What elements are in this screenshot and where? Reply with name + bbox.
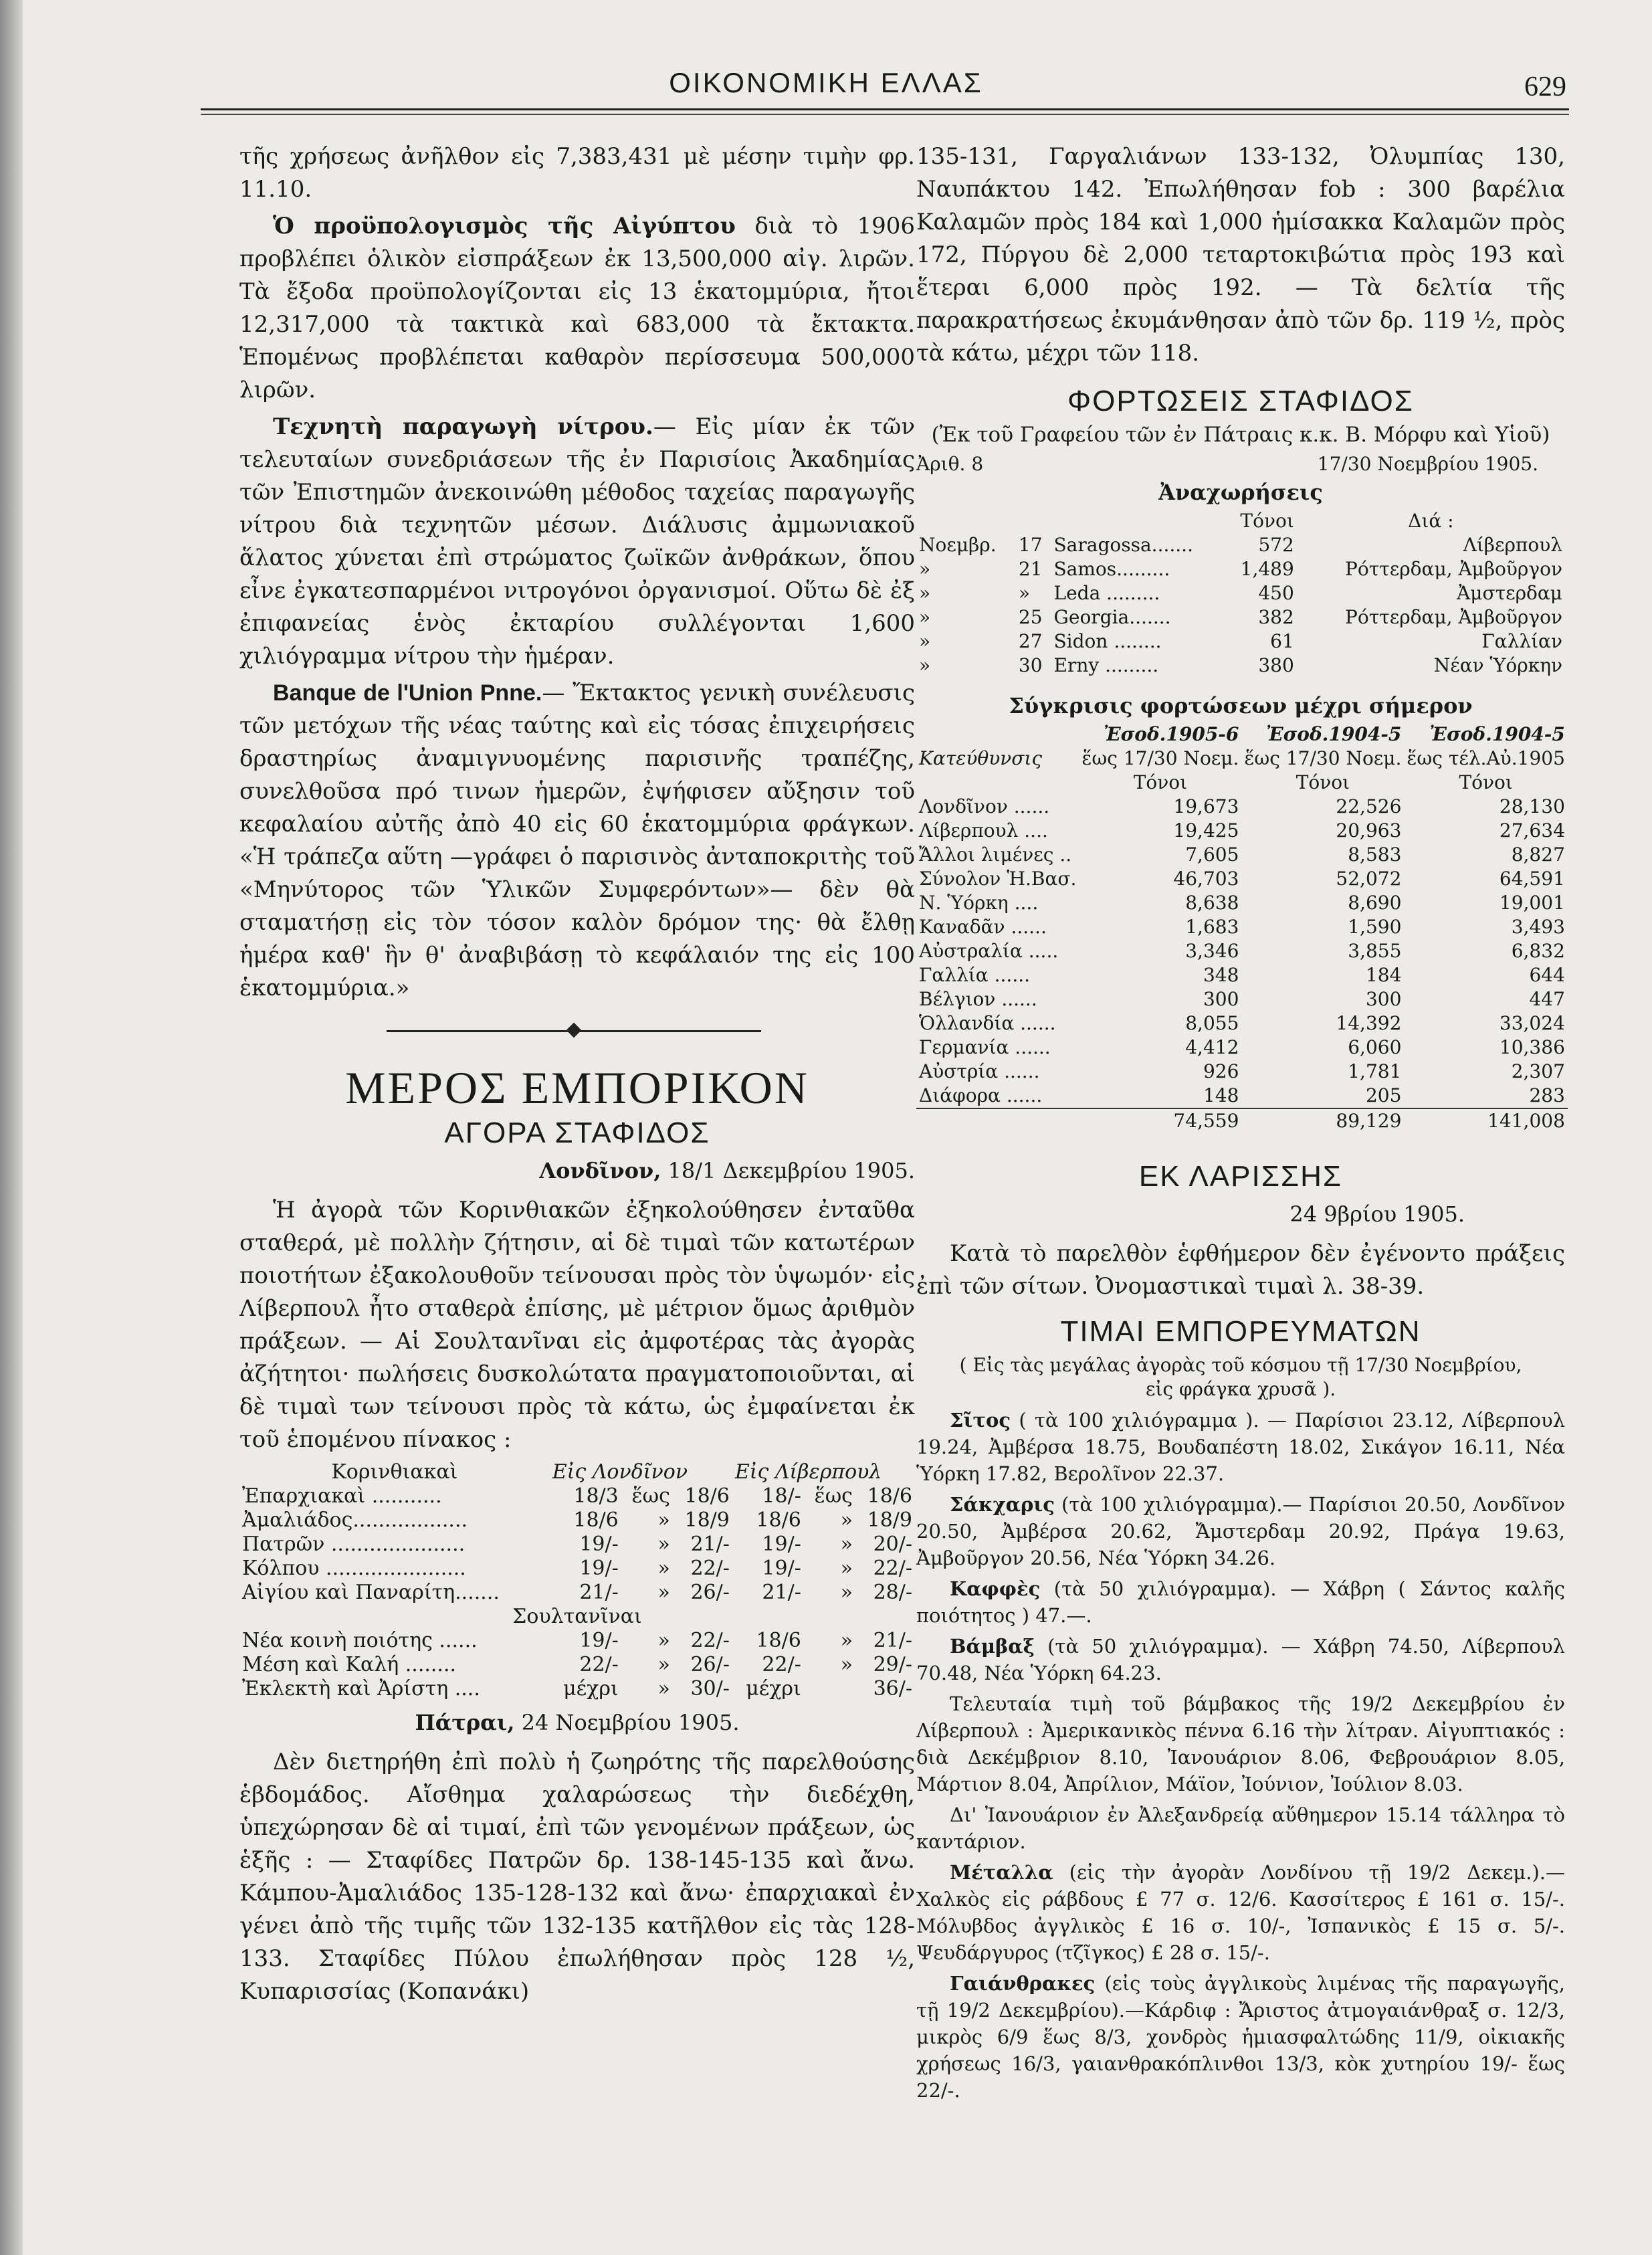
report-number: Ἀριθ. 8 (916, 453, 984, 475)
table-header: Τόνοι (1240, 510, 1294, 532)
table-cell: Λίβερπουλ .... (919, 819, 1048, 842)
table-cell: Samos......... (1053, 558, 1170, 580)
table-header: Εἰς Λονδῖνον (552, 1460, 688, 1484)
table-cell: Αὐστρία ...... (919, 1060, 1040, 1082)
table-cell: Καναδᾶν ...... (919, 916, 1047, 938)
commodity-prices: Δι' Ἰανουάριον ἐν Ἀλεξανδρείᾳ αὔθημερον 15.14 τάλληρα τὸ καντάριον. (916, 1803, 1565, 1853)
commodity-prices: (τὰ 100 χιλιόγραμμα).— Παρίσιοι 20.50, Λονδῖνον 20.50, Ἀμβέρσα 20.62, Ἄμστερδαμ 20.92, Πράγα 19.63, Ἀμβοῦργον 20.56, Νέα Ὑόρκη 34.26. (916, 1493, 1565, 1569)
departures-table (916, 509, 1565, 678)
paragraph: Κατὰ τὸ παρελθὸν ἑφθήμερον δὲν ἐγένοντο πράξεις ἐπὶ τῶν σίτων. Ὀνομαστικαὶ τιμαὶ λ. 38-39. (916, 1240, 1565, 1300)
table-cell: Μέση καὶ Καλή ........ (242, 1653, 457, 1676)
report-date: 17/30 Νοεμβρίου 1905. (1317, 453, 1538, 475)
table-cell: » (657, 1508, 670, 1532)
table-cell: 25 (1018, 606, 1043, 628)
dateline-date: 24 Νοεμβρίου 1905. (514, 1710, 740, 1735)
table-cell: 19/- (762, 1557, 801, 1580)
table-cell: 19/- (579, 1557, 619, 1580)
table-cell: 20/- (873, 1533, 912, 1556)
table-cell: 64,591 (1499, 868, 1565, 890)
table-cell: » (840, 1508, 853, 1532)
table-cell: 10,386 (1499, 1036, 1565, 1058)
commodity-prices: (τὰ 50 χιλιόγραμμα). — Χάβρη ( Σάντος καλῆς ποιότητος ) 47.—. (916, 1577, 1565, 1627)
table-cell: 26/- (690, 1653, 730, 1676)
table-cell: 19/- (579, 1533, 619, 1556)
table-cell: ἕως (814, 1484, 853, 1508)
table-cell: » (919, 606, 931, 628)
commodity-item (916, 1633, 1565, 1686)
table-row (916, 629, 1565, 654)
table-cell: 1,683 (1185, 916, 1239, 938)
prices-title: ΤΙΜΑΙ ΕΜΠΟΡΕΥΜΑΤΩΝ (1060, 1315, 1421, 1348)
table-cell: 148 (1203, 1084, 1239, 1106)
table-cell: 300 (1365, 988, 1402, 1010)
table-cell: » (840, 1653, 853, 1676)
table-row (916, 1036, 1568, 1060)
table-row (916, 654, 1565, 678)
table-cell: Γαλλίαν (1481, 630, 1562, 652)
commodity-prices: (εἰς τοὺς ἀγγλικοὺς λιμένας τῆς παραγωγῆς, τῇ 19/2 Δεκεμβρίου).—Κάρδιφ : Ἄριστος ἀτμογαιάνθραξ σ. 12/3, μικρὸς 6/9 ἕως 8/3, χονδρὸς ἡμιασφαλτώδης 11/9, οἰκιακῆς χρήσεως 16/3, γαιανθρακόπλινθοι 13/3, κὸκ χυτηρίου 19/- ἕως 22/-. (916, 1972, 1565, 2102)
paragraph: Δὲν διετηρήθη ἐπὶ πολὺ ἡ ζωηρότης τῆς παρελθούσης ἑβδομάδος. Αἴσθημα χαλαρώσεως τὴν διεδέχθη, ὑπεχώρησαν δὲ αἱ τιμαί, ἐπὶ τῶν γενομένων πράξεων, ὡς ἑξῆς : — Σταφίδες Πατρῶν δρ. 138-145-135 καὶ ἄνω. Κάμπου-Ἀμαλιάδος 135-128-132 καὶ ἄνω· ἐπαρχιακαὶ ἐν γένει ἀπὸ τῆς τιμῆς τῶν 132-135 κατῆλθον εἰς τὰς 128-133. Σταφίδες Πύλου ἐπωλήθησαν πρὸς 128 ½, Κυπαρισσίας (Κοπανάκι) (239, 1749, 915, 2005)
commodity-item (916, 1801, 1565, 1855)
table-cell: 18/6 (867, 1484, 912, 1508)
table-cell: Γερμανία ...... (919, 1036, 1051, 1058)
table-cell: 6,060 (1348, 1036, 1402, 1058)
table-cell: » (657, 1677, 670, 1700)
table-cell: 6,832 (1511, 940, 1565, 962)
table-cell: » (840, 1557, 853, 1580)
paragraph: τῆς χρήσεως ἀνῆλθον εἰς 7,383,431 μὲ μέσην τιμὴν φρ. 11.10. (239, 143, 915, 203)
shipments-title: ΦΟΡΤΩΣΕΙΣ ΣΤΑΦΙΔΟΣ (1067, 385, 1414, 417)
commodity-item (916, 1690, 1565, 1797)
table-cell: 14,392 (1336, 1012, 1402, 1034)
market-title: ΑΓΟΡΑ ΣΤΑΦΙΔΟΣ (444, 1116, 710, 1149)
table-cell: 19,001 (1499, 892, 1565, 914)
table-cell: 572 (1258, 534, 1294, 556)
table-cell: 27,634 (1499, 819, 1565, 842)
dateline-place: Λονδῖνον, (539, 1158, 661, 1183)
table-cell: 30 (1018, 654, 1043, 676)
table-cell: 36/- (873, 1677, 912, 1700)
prices-note: ( Εἰς τὰς μεγάλας ἀγορὰς τοῦ κόσμου τῇ 17/30 Νοεμβρίου, εἰς φράγκα χρυσᾶ ). (959, 1354, 1522, 1400)
total-value: 74,559 (1079, 1108, 1241, 1133)
table-cell: 17 (1018, 534, 1043, 556)
table-cell: 348 (1203, 964, 1239, 986)
table-cell: Κόλπου ...................... (242, 1557, 466, 1580)
table-cell: Sidon ........ (1053, 630, 1162, 652)
table-cell: 18/- (762, 1484, 801, 1508)
departures-heading: Ἀναχωρήσεις (1158, 480, 1323, 505)
table-cell: 18/3 (573, 1484, 619, 1508)
table-cell: μέχρι (563, 1677, 619, 1700)
table-row (239, 1508, 915, 1533)
table-row (916, 891, 1568, 915)
table-cell: » (840, 1533, 853, 1556)
commodity-list (916, 1407, 1565, 2104)
larissa-title: ΕΚ ΛΑΡΙΣΣΗΣ (1138, 1160, 1343, 1193)
table-row (916, 557, 1565, 581)
table-cell: Σύνολον Ἡ.Βασ. (919, 868, 1077, 890)
table-cell: 18/6 (756, 1508, 801, 1532)
table-cell: 61 (1270, 630, 1294, 652)
table-cell: 33,024 (1499, 1012, 1565, 1034)
commodity-prices: Τελευταία τιμὴ τοῦ βάμβακος τῆς 19/2 Δεκεμβρίου ἐν Λίβερπουλ : Ἀμερικανικὸς πέννα 6.16 τὴν λίτραν. Αἰγυπτιακός : διὰ Δεκέμβριον 8.10, Ἰανουάριον 8.06, Φεβρουάριον 8.05, Μάρτιον 8.04, Ἀπρίλιον, Μάϊον, Ἰούνιον, Ἰούλιον 8.03. (916, 1692, 1565, 1795)
paragraph-text: διὰ τὸ 1906 προβλέπει ὁλικὸν εἰσπράξεων ἐκ 13,500,000 αἰγ. λιρῶν. Τὰ ἔξοδα προϋπολογίζονται εἰς 13 ἑκατομμύρια, ἤτοι 12,317,000 τὰ τακτικὰ καὶ 683,000 τὰ ἔκτακτα. Ἑπομένως προβλέπεται καθαρὸν περίσσευμα 500,000 λιρῶν. (239, 213, 915, 403)
table-cell: 18/9 (867, 1508, 912, 1532)
paragraph (239, 411, 915, 673)
table-cell: 447 (1529, 988, 1565, 1010)
total-value: 89,129 (1241, 1108, 1404, 1133)
table-cell: » (840, 1581, 853, 1604)
table-cell: 300 (1203, 988, 1239, 1010)
paragraph: 135-131, Γαργαλιάνων 133-132, Ὀλυμπίας 130, Ναυπάκτου 142. Ἐπωλήθησαν fob : 300 βαρέλια Καλαμῶν πρὸς 184 καὶ 1,000 ἡμίσακκα Καλαμῶν πρὸς 172, Πύργου δὲ 2,000 τεταρτοκιβώτια πρὸς 193 καὶ ἕτεραι 6,000 πρὸς 192. — Τὰ δελτία τῆς παρακρατήσεως ἐκυμάνθησαν ἀπὸ τῶν δρ. 119 ½, πρὸς τὰ κάτω, μέχρι τῶν 118. (916, 143, 1565, 367)
table-row (916, 939, 1568, 963)
table-cell: 26/- (690, 1581, 730, 1604)
table-row (239, 1484, 915, 1508)
table-cell: Saragossa....... (1053, 534, 1193, 556)
table-cell: » (657, 1629, 670, 1652)
table-cell: » (919, 558, 931, 580)
lead-in: Τεχνητὴ παραγωγὴ νίτρου. (273, 413, 653, 440)
table-cell: Ἐπαρχιακαὶ ........... (242, 1484, 442, 1508)
commodity-item (916, 1970, 1565, 2104)
table-row (916, 581, 1565, 605)
table-cell: Διάφορα ...... (919, 1084, 1043, 1106)
table-subheader: ἕως τέλ.Αὐ.1905 (1407, 747, 1565, 769)
table-cell: 18/9 (684, 1508, 730, 1532)
table-cell: Ρόττερδαμ, Ἀμβοῦργον (1345, 558, 1562, 580)
table-cell: 3,493 (1511, 916, 1565, 938)
table-row (239, 1581, 915, 1605)
table-header: Ἐσοδ.1905-6 (1103, 723, 1239, 745)
table-cell: 21 (1018, 558, 1043, 580)
table-row (916, 795, 1568, 819)
table-header: Κορινθιακαὶ (331, 1460, 458, 1484)
table-cell: 644 (1529, 964, 1565, 986)
table-cell: 18/6 (756, 1629, 801, 1652)
table-cell: 19,673 (1173, 795, 1239, 817)
table-cell: 7,605 (1185, 844, 1239, 866)
table-cell: μέχρι (746, 1677, 801, 1700)
table-cell: 22/- (579, 1653, 619, 1676)
table-cell: » (657, 1653, 670, 1676)
table-cell: 450 (1258, 582, 1294, 604)
paragraph-text: — Ἔκτακτος γενικὴ συνέλευσις τῶν μετόχων τῆς νέας ταύτης καὶ εἰς τόσας ἐπιχειρήσεις δραστηρίως ἀναμιγνυομένης παρισινῆς τραπέζης, συνελθοῦσα πρό τινων ἡμερῶν, ἐψήφισεν αὔξησιν τοῦ κεφαλαίου αὐτῆς ἀπὸ 40 εἰς 60 ἑκατομμύρια φράγκων. «Ἡ τράπεζα αὕτη —γράφει ὁ παρισινὸς ἀνταποκριτὴς τοῦ «Μηνύτορος τῶν Ὑλικῶν Συμφερόντων»— δὲν θὰ σταματήσῃ εἰς τὸν τόσον καλὸν δρόμον της· θὰ ἔλθῃ ἡμέρα καθ' ἣν θ' ἀναβιβάσῃ τὸ κεφάλαιόν της εἰς 100 ἑκατομμύρια.» (239, 680, 915, 1001)
table-cell: 2,307 (1511, 1060, 1565, 1082)
table-subheader: Σουλτανῖναι (512, 1605, 642, 1628)
table-cell: Λίβερπουλ (1463, 534, 1562, 556)
running-head: ΟΙΚΟΝΟΜΙΚΗ ΕΛΛΑΣ (669, 67, 983, 98)
table-cell: 3,346 (1185, 940, 1239, 962)
table-cell: 926 (1203, 1060, 1239, 1082)
commodity-item (916, 1859, 1565, 1966)
table-cell: Λονδῖνον ...... (919, 795, 1050, 817)
table-cell: Ἄλλοι λιμένες .. (919, 844, 1072, 866)
table-row (916, 1060, 1568, 1084)
table-cell: Leda ......... (1053, 582, 1160, 604)
commodity-item (916, 1575, 1565, 1629)
table-cell: Νοεμβρ. (919, 534, 997, 556)
table-row (916, 915, 1568, 939)
table-cell: 22/- (762, 1653, 801, 1676)
larissa-date: 24 9βρίου 1905. (1289, 1201, 1465, 1227)
table-cell: Γαλλία ...... (919, 964, 1031, 986)
dateline-place: Πάτραι, (415, 1710, 515, 1735)
table-subheader: ἕως 17/30 Νοεμ. (1081, 747, 1239, 769)
table-cell: 283 (1529, 1084, 1565, 1106)
table-cell: 22,526 (1336, 795, 1402, 817)
table-header: Ἐσοδ.1904-5 (1429, 723, 1565, 745)
table-row (239, 1533, 915, 1557)
table-row (916, 1084, 1568, 1108)
table-subheader: Κατεύθυνσις (919, 747, 1043, 769)
table-row (916, 963, 1568, 987)
dateline (239, 1706, 915, 1739)
commodity-item (916, 1491, 1565, 1571)
total-value: 141,008 (1404, 1108, 1567, 1133)
paragraph (239, 677, 915, 1005)
table-cell: Πατρῶν ..................... (242, 1533, 466, 1556)
dateline-date: 18/1 Δεκεμβρίου 1905. (661, 1158, 915, 1183)
table-cell: 184 (1365, 964, 1402, 986)
table-cell: 21/- (762, 1581, 801, 1604)
table-header: Διά : (1408, 510, 1454, 532)
commodity-name: Σῖτος (950, 1409, 1011, 1432)
table-cell: Georgia....... (1053, 606, 1171, 628)
table-row (239, 1677, 915, 1701)
shipments-source: (Ἐκ τοῦ Γραφείου τῶν ἐν Πάτραις κ.κ. Β. Μόρφυ καὶ Υἱοῦ) (931, 423, 1550, 447)
table-row (916, 605, 1565, 629)
table-cell: 19/- (579, 1629, 619, 1652)
section-ornament (239, 1018, 915, 1045)
table-cell: 8,690 (1348, 892, 1402, 914)
table-cell: » (657, 1581, 670, 1604)
unit-label: Τόνοι (1296, 771, 1350, 793)
comparison-heading: Σύγκρισις φορτώσεων μέχρι σήμερον (1009, 693, 1473, 718)
book-spine-shadow (0, 0, 23, 2255)
table-cell: ἕως (631, 1484, 670, 1508)
table-header: Εἰς Λίβερπουλ (734, 1460, 882, 1484)
table-cell: 27 (1018, 630, 1043, 652)
table-cell: 22/- (690, 1557, 730, 1580)
commodity-prices: (εἰς τὴν ἀγορὰν Λονδίνου τῇ 19/2 Δεκεμ.).— Χαλκὸς εἰς ράβδους £ 77 σ. 12/6. Κασσίτερος £ 161 σ. 15/-. Μόλυβδος ἀγγλικὸς £ 16 σ. 10/-, Ἰσπανικὸς £ 15 σ. 5/-. Ψευδάργυρος (τζῖγκος) £ 28 σ. 15/-. (916, 1861, 1565, 1964)
table-row (239, 1653, 915, 1677)
table-cell: 1,781 (1348, 1060, 1402, 1082)
table-cell: » (657, 1533, 670, 1556)
price-table (239, 1460, 915, 1701)
commodity-name: Καφφὲς (950, 1577, 1041, 1600)
table-cell: 46,703 (1173, 868, 1239, 890)
paragraph-text: — Εἰς μίαν ἐκ τῶν τελευταίων συνεδριάσεων τῆς ἐν Παρισίοις Ἀκαδημίας τῶν Ἐπιστημῶν ἀνεκοινώθη μέθοδος ταχείας παραγωγῆς νίτρου διὰ τεχνητῶν μέσων. Διάλυσις ἀμμωνιακοῦ ἅλατος χύνεται ἐπὶ στρώματος ζωϊκῶν ἀνθράκων, ὅπου εἶνε ἐγκατεσπαρμένοι νιτρογόνοι ὀργανισμοί. Οὕτω δὲ ἐξ ἐπιφανείας ἑνὸς ἐκταρίου συλλέγονται 1,600 χιλιόγραμμα νίτρου τὴν ἡμέραν. (239, 413, 915, 670)
page-number: 629 (1524, 72, 1566, 102)
table-cell: 1,489 (1240, 558, 1294, 580)
table-cell: Ἐκλεκτὴ καὶ Ἀρίστη .... (242, 1677, 480, 1700)
left-column (239, 140, 915, 2012)
table-cell: 19/- (762, 1533, 801, 1556)
paragraph (239, 210, 915, 407)
table-cell: 382 (1258, 606, 1294, 628)
table-cell: 19,425 (1173, 819, 1239, 842)
table-cell: 205 (1365, 1084, 1402, 1106)
table-cell: Ὁλλανδία ...... (919, 1012, 1056, 1034)
table-cell: 20,963 (1336, 819, 1402, 842)
table-cell: » (919, 582, 931, 604)
header-rule (201, 108, 1569, 110)
table-row (916, 843, 1568, 867)
table-row (239, 1557, 915, 1581)
lead-in: Ὁ προϋπολογισμὸς τῆς Αἰγύπτου (273, 213, 736, 239)
table-header: Ἐσοδ.1904-5 (1265, 723, 1402, 745)
table-cell: Βέλγιον ...... (919, 988, 1037, 1010)
commodity-prices: ( τὰ 100 χιλιόγραμμα ). — Παρίσιοι 23.12, Λίβερπουλ 19.24, Ἀμβέρσα 18.75, Βουδαπέστη 18.02, Σικάγον 16.11, Νέα Ὑόρκη 17.82, Βερολῖνον 22.37. (916, 1409, 1565, 1485)
unit-label: Τόνοι (1133, 771, 1188, 793)
table-row (916, 533, 1565, 557)
table-cell: Ἀμαλιάδος.................. (242, 1508, 468, 1532)
table-cell: 1,590 (1348, 916, 1402, 938)
table-row (239, 1629, 915, 1653)
table-cell: 8,638 (1185, 892, 1239, 914)
commodity-name: Βάμβαξ (950, 1635, 1035, 1658)
table-cell: 29/- (873, 1653, 912, 1676)
table-cell: 3,855 (1348, 940, 1402, 962)
table-cell: 52,072 (1336, 868, 1402, 890)
table-cell: » (919, 630, 931, 652)
table-cell: Νέα κοινὴ ποιότης ...... (242, 1629, 478, 1652)
paragraph: Ἡ ἀγορὰ τῶν Κορινθιακῶν ἐξηκολούθησεν ἐνταῦθα σταθερά, μὲ πολλὴν ζήτησιν, αἱ δὲ τιμαὶ τῶν κατωτέρων ποιοτήτων ἐξακολουθοῦν τείνουσαι πρὸς τὸν ὑψωμόν· εἰς Λίβερπουλ ἦτο σταθερὰ ἐπίσης, μὲ μέτριον ὅμως ἀριθμὸν πράξεων. — Αἱ Σουλτανῖναι εἰς ἀμφοτέρας τὰς ἀγορὰς ἀζήτητοι· πωλήσεις δυσκολώτατα πραγματοποιοῦνται, αἱ δὲ τιμαὶ των τείνουσι πρὸς τὰ κάτω, ὡς ἐμφαίνεται ἐκ τοῦ ἑπομένου πίνακος : (239, 1197, 915, 1453)
table-cell: 21/- (690, 1533, 730, 1556)
table-cell: Ν. Ὑόρκη .... (919, 892, 1039, 914)
table-cell: 18/6 (573, 1508, 619, 1532)
table-row (916, 987, 1568, 1011)
table-row (916, 1011, 1568, 1036)
table-cell: 18/6 (684, 1484, 730, 1508)
table-cell: 21/- (873, 1629, 912, 1652)
table-cell: Erny ......... (1053, 654, 1159, 676)
table-cell: 4,412 (1185, 1036, 1239, 1058)
commodity-name: Σάκχαρις (950, 1493, 1055, 1516)
table-cell: 21/- (579, 1581, 619, 1604)
commodity-prices: (τὰ 50 χιλιόγραμμα). — Χάβρη 74.50, Λίβερπουλ 70.48, Νέα Ὑόρκη 64.23. (916, 1635, 1565, 1684)
lead-in: Banque de l'Union Pnne. (273, 680, 542, 706)
total-label (916, 1108, 1079, 1133)
table-cell: Ρόττερδαμ, Ἀμβοῦργον (1345, 606, 1562, 628)
unit-label: Τόνοι (1459, 771, 1513, 793)
table-cell: 30/- (690, 1677, 730, 1700)
table-cell: 8,827 (1511, 844, 1565, 866)
table-cell: » (919, 654, 931, 676)
header-rule-thin (201, 114, 1569, 115)
section-title: ΜΕΡΟΣ ΕΜΠΟΡΙΚΟΝ (345, 1062, 809, 1113)
table-cell: » (1018, 582, 1031, 604)
right-column (916, 140, 1565, 2108)
table-cell: Αἰγίου καὶ Παναρίτη....... (242, 1581, 500, 1604)
commodity-name: Μέταλλα (950, 1861, 1053, 1884)
table-cell: » (657, 1557, 670, 1580)
table-subheader: ἕως 17/30 Νοεμ. (1244, 747, 1402, 769)
table-cell: Αὐστραλία ..... (919, 940, 1059, 962)
commodity-item (916, 1407, 1565, 1487)
table-cell: » (840, 1629, 853, 1652)
dateline (239, 1155, 915, 1187)
table-row (916, 819, 1568, 843)
table-cell: 380 (1258, 654, 1294, 676)
table-cell: 22/- (873, 1557, 912, 1580)
table-cell: 8,583 (1348, 844, 1402, 866)
table-cell: 28/- (873, 1581, 912, 1604)
table-cell: Νέαν Ὑόρκην (1433, 654, 1562, 676)
table-row (916, 867, 1568, 891)
table-cell: 28,130 (1499, 795, 1565, 817)
shipments-meta (916, 447, 1565, 476)
commodity-name: Γαιάνθρακες (950, 1972, 1096, 1995)
table-cell: 22/- (690, 1629, 730, 1652)
table-cell (804, 1677, 855, 1701)
table-cell: Ἀμστερδαμ (1457, 582, 1562, 604)
table-cell: 8,055 (1185, 1012, 1239, 1034)
comparison-table (916, 722, 1568, 1133)
